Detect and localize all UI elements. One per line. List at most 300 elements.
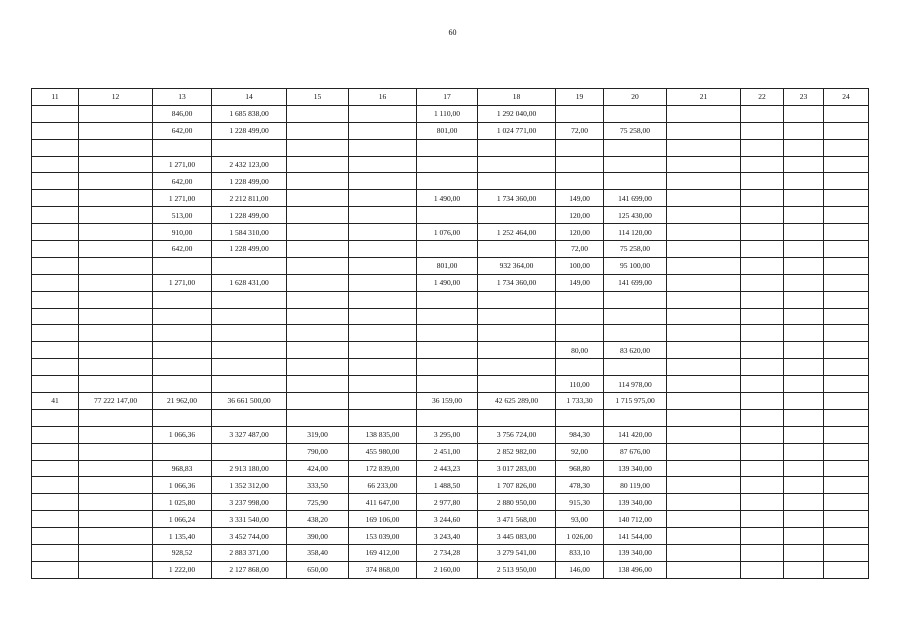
table-cell: 1 292 040,00 xyxy=(478,105,556,122)
table-cell: 21 962,00 xyxy=(153,393,212,410)
table-cell xyxy=(79,224,153,241)
table-cell xyxy=(784,528,824,545)
table-cell: 141 699,00 xyxy=(604,274,667,291)
table-cell xyxy=(824,393,869,410)
table-cell xyxy=(32,122,79,139)
table-cell: 846,00 xyxy=(153,105,212,122)
table-cell xyxy=(784,342,824,359)
table-cell xyxy=(667,393,741,410)
table-row xyxy=(32,139,869,156)
table-cell: 513,00 xyxy=(153,207,212,224)
table-cell xyxy=(212,376,287,393)
table-cell xyxy=(784,477,824,494)
table-cell: 642,00 xyxy=(153,173,212,190)
table-cell xyxy=(741,443,784,460)
table-cell xyxy=(824,156,869,173)
table-cell xyxy=(153,325,212,342)
table-cell xyxy=(287,325,349,342)
column-header: 14 xyxy=(212,89,287,106)
table-cell xyxy=(212,308,287,325)
table-cell xyxy=(741,460,784,477)
table-cell xyxy=(79,426,153,443)
table-cell: 1 490,00 xyxy=(417,274,478,291)
table-row xyxy=(32,393,869,410)
table-cell xyxy=(741,291,784,308)
table-cell: 1 025,80 xyxy=(153,494,212,511)
table-cell: 1 135,40 xyxy=(153,528,212,545)
table-row xyxy=(32,325,869,342)
column-header: 20 xyxy=(604,89,667,106)
table-cell xyxy=(287,409,349,426)
table-cell xyxy=(32,257,79,274)
table-cell xyxy=(667,274,741,291)
table-cell xyxy=(604,409,667,426)
table-cell xyxy=(667,545,741,562)
table-cell: 2 852 982,00 xyxy=(478,443,556,460)
column-header: 16 xyxy=(349,89,417,106)
table-cell xyxy=(741,511,784,528)
column-header: 22 xyxy=(741,89,784,106)
table-cell: 75 258,00 xyxy=(604,122,667,139)
table-cell xyxy=(824,359,869,376)
table-cell xyxy=(784,190,824,207)
table-cell xyxy=(824,308,869,325)
table-cell xyxy=(824,224,869,241)
table-cell xyxy=(741,207,784,224)
table-cell: 411 647,00 xyxy=(349,494,417,511)
table-cell: 3 244,60 xyxy=(417,511,478,528)
table-row xyxy=(32,460,869,477)
table-cell xyxy=(349,241,417,258)
table-cell: 424,00 xyxy=(287,460,349,477)
table-cell xyxy=(824,257,869,274)
table-cell: 2 212 811,00 xyxy=(212,190,287,207)
table-cell: 932 364,00 xyxy=(478,257,556,274)
table-cell xyxy=(478,173,556,190)
table-row xyxy=(32,477,869,494)
table-cell: 138 835,00 xyxy=(349,426,417,443)
table-cell: 910,00 xyxy=(153,224,212,241)
table-cell xyxy=(824,173,869,190)
table-cell xyxy=(824,342,869,359)
table-row xyxy=(32,426,869,443)
table-cell xyxy=(741,241,784,258)
table-cell: 1 228 499,00 xyxy=(212,173,287,190)
table-cell xyxy=(32,156,79,173)
header-row xyxy=(32,89,869,106)
table-cell: 92,00 xyxy=(556,443,604,460)
table-cell xyxy=(153,359,212,376)
table-cell xyxy=(824,460,869,477)
table-cell xyxy=(349,190,417,207)
table-cell xyxy=(287,342,349,359)
table-cell xyxy=(784,460,824,477)
table-cell xyxy=(604,156,667,173)
table-cell xyxy=(556,139,604,156)
table-cell xyxy=(824,105,869,122)
table-cell xyxy=(349,207,417,224)
table-cell: 968,83 xyxy=(153,460,212,477)
table-cell xyxy=(287,105,349,122)
table-cell xyxy=(667,460,741,477)
table-cell: 2 880 950,00 xyxy=(478,494,556,511)
table-cell: 1 271,00 xyxy=(153,156,212,173)
table-cell xyxy=(784,139,824,156)
table-cell: 36 159,00 xyxy=(417,393,478,410)
table-cell: 642,00 xyxy=(153,241,212,258)
table-cell xyxy=(79,342,153,359)
table-cell xyxy=(784,122,824,139)
table-cell: 1 110,00 xyxy=(417,105,478,122)
table-cell: 833,10 xyxy=(556,545,604,562)
table-cell xyxy=(556,325,604,342)
table-cell xyxy=(741,528,784,545)
table-cell xyxy=(417,342,478,359)
table-cell: 120,00 xyxy=(556,207,604,224)
table-cell xyxy=(287,139,349,156)
table-cell xyxy=(287,122,349,139)
table-cell xyxy=(667,105,741,122)
table-cell xyxy=(153,257,212,274)
table-cell: 1 584 310,00 xyxy=(212,224,287,241)
table-row xyxy=(32,528,869,545)
table-cell: 120,00 xyxy=(556,224,604,241)
table-cell: 80 119,00 xyxy=(604,477,667,494)
table-row xyxy=(32,308,869,325)
table-cell xyxy=(349,409,417,426)
table-cell xyxy=(478,376,556,393)
table-cell: 149,00 xyxy=(556,190,604,207)
table-cell xyxy=(741,156,784,173)
table-cell: 3 471 568,00 xyxy=(478,511,556,528)
table-cell xyxy=(784,105,824,122)
table-cell: 1 271,00 xyxy=(153,274,212,291)
data-table xyxy=(31,88,869,579)
table-cell xyxy=(287,274,349,291)
table-cell: 146,00 xyxy=(556,561,604,578)
table-row xyxy=(32,376,869,393)
table-cell: 725,90 xyxy=(287,494,349,511)
table-cell xyxy=(784,224,824,241)
table-cell xyxy=(667,477,741,494)
table-row xyxy=(32,342,869,359)
table-cell xyxy=(667,561,741,578)
table-cell: 1 228 499,00 xyxy=(212,241,287,258)
table-cell xyxy=(32,494,79,511)
table-cell xyxy=(667,224,741,241)
column-header: 17 xyxy=(417,89,478,106)
table-cell xyxy=(478,409,556,426)
table-cell xyxy=(556,156,604,173)
table-cell xyxy=(349,257,417,274)
table-cell: 75 258,00 xyxy=(604,241,667,258)
table-cell xyxy=(667,376,741,393)
table-cell: 3 445 083,00 xyxy=(478,528,556,545)
table-cell: 2 883 371,00 xyxy=(212,545,287,562)
table-cell xyxy=(824,528,869,545)
table-cell: 1 252 464,00 xyxy=(478,224,556,241)
table-cell xyxy=(153,376,212,393)
table-cell xyxy=(667,426,741,443)
table-cell: 3 017 283,00 xyxy=(478,460,556,477)
table-cell: 141 699,00 xyxy=(604,190,667,207)
table-cell: 83 620,00 xyxy=(604,342,667,359)
table-row xyxy=(32,156,869,173)
table-cell xyxy=(741,274,784,291)
table-cell xyxy=(287,190,349,207)
table-cell xyxy=(741,426,784,443)
table-cell: 3 243,40 xyxy=(417,528,478,545)
table-cell: 358,40 xyxy=(287,545,349,562)
table-cell xyxy=(79,122,153,139)
table-cell xyxy=(32,342,79,359)
table-cell xyxy=(32,274,79,291)
table-cell xyxy=(824,409,869,426)
table-cell xyxy=(287,241,349,258)
table-cell xyxy=(79,545,153,562)
table-cell: 36 661 500,00 xyxy=(212,393,287,410)
table-cell: 801,00 xyxy=(417,122,478,139)
table-cell xyxy=(79,460,153,477)
table-cell xyxy=(784,274,824,291)
table-cell: 1 352 312,00 xyxy=(212,477,287,494)
table-cell: 3 237 998,00 xyxy=(212,494,287,511)
table-cell xyxy=(741,545,784,562)
table-cell xyxy=(604,105,667,122)
table-cell: 790,00 xyxy=(287,443,349,460)
table-cell xyxy=(349,173,417,190)
table-cell xyxy=(784,241,824,258)
table-row xyxy=(32,257,869,274)
table-cell xyxy=(417,376,478,393)
table-cell xyxy=(32,511,79,528)
table-cell xyxy=(741,224,784,241)
table-cell: 319,00 xyxy=(287,426,349,443)
table-row xyxy=(32,359,869,376)
table-cell: 1 026,00 xyxy=(556,528,604,545)
table-cell xyxy=(556,291,604,308)
table-cell xyxy=(667,173,741,190)
table-cell: 3 295,00 xyxy=(417,426,478,443)
table-row xyxy=(32,291,869,308)
table-cell: 1 685 838,00 xyxy=(212,105,287,122)
table-cell xyxy=(79,291,153,308)
table-cell: 100,00 xyxy=(556,257,604,274)
table-cell xyxy=(349,393,417,410)
table-cell xyxy=(32,561,79,578)
table-cell xyxy=(79,257,153,274)
table-cell: 2 432 123,00 xyxy=(212,156,287,173)
table-cell xyxy=(212,409,287,426)
table-cell xyxy=(417,359,478,376)
table-cell xyxy=(667,342,741,359)
table-cell: 139 340,00 xyxy=(604,460,667,477)
table-cell xyxy=(79,190,153,207)
table-row xyxy=(32,173,869,190)
table-row xyxy=(32,561,869,578)
table-cell xyxy=(79,443,153,460)
table-cell xyxy=(667,190,741,207)
table-cell xyxy=(153,342,212,359)
column-header: 12 xyxy=(79,89,153,106)
table-cell: 1 228 499,00 xyxy=(212,122,287,139)
table-cell xyxy=(667,409,741,426)
table-cell: 139 340,00 xyxy=(604,494,667,511)
table-cell xyxy=(824,122,869,139)
table-cell xyxy=(667,528,741,545)
table-cell: 66 233,00 xyxy=(349,477,417,494)
table-cell xyxy=(417,291,478,308)
table-cell xyxy=(824,190,869,207)
table-cell: 3 327 487,00 xyxy=(212,426,287,443)
table-cell xyxy=(287,308,349,325)
table-cell: 1 733,30 xyxy=(556,393,604,410)
table-cell xyxy=(212,325,287,342)
table-cell xyxy=(784,325,824,342)
table-cell: 650,00 xyxy=(287,561,349,578)
table-cell: 801,00 xyxy=(417,257,478,274)
table-cell: 2 913 180,00 xyxy=(212,460,287,477)
page-number: 60 xyxy=(448,28,457,37)
table-cell xyxy=(478,325,556,342)
table-cell xyxy=(784,494,824,511)
table-row xyxy=(32,190,869,207)
table-cell xyxy=(667,122,741,139)
table-cell xyxy=(349,274,417,291)
table-cell: 2 443,23 xyxy=(417,460,478,477)
table-cell: 138 496,00 xyxy=(604,561,667,578)
table-cell xyxy=(604,291,667,308)
table-cell xyxy=(667,494,741,511)
table-cell xyxy=(478,241,556,258)
table-cell xyxy=(741,139,784,156)
column-header: 18 xyxy=(478,89,556,106)
table-cell: 1 490,00 xyxy=(417,190,478,207)
table-cell xyxy=(32,409,79,426)
table-cell xyxy=(32,207,79,224)
table-cell xyxy=(824,376,869,393)
table-cell xyxy=(32,105,79,122)
table-cell xyxy=(784,359,824,376)
table-cell xyxy=(79,207,153,224)
table-cell xyxy=(741,376,784,393)
table-cell: 1 488,50 xyxy=(417,477,478,494)
table-cell xyxy=(824,241,869,258)
table-cell xyxy=(79,156,153,173)
table-cell xyxy=(667,443,741,460)
table-cell xyxy=(32,359,79,376)
table-cell: 93,00 xyxy=(556,511,604,528)
table-cell xyxy=(79,359,153,376)
table-cell xyxy=(784,426,824,443)
table-cell xyxy=(79,241,153,258)
table-cell: 169 106,00 xyxy=(349,511,417,528)
table-cell xyxy=(32,139,79,156)
table-cell xyxy=(784,308,824,325)
table-cell xyxy=(784,376,824,393)
table-cell: 87 676,00 xyxy=(604,443,667,460)
column-header: 24 xyxy=(824,89,869,106)
table-cell xyxy=(741,105,784,122)
table-cell xyxy=(79,511,153,528)
table-cell xyxy=(79,376,153,393)
table-cell: 1 271,00 xyxy=(153,190,212,207)
table-cell xyxy=(32,545,79,562)
column-header: 21 xyxy=(667,89,741,106)
table-cell xyxy=(417,139,478,156)
table-cell xyxy=(287,173,349,190)
table-cell xyxy=(212,443,287,460)
table-cell xyxy=(784,545,824,562)
table-row xyxy=(32,274,869,291)
table-cell xyxy=(32,190,79,207)
table-cell xyxy=(417,173,478,190)
table-cell: 169 412,00 xyxy=(349,545,417,562)
table-cell xyxy=(824,511,869,528)
table-cell xyxy=(153,139,212,156)
table-cell xyxy=(212,139,287,156)
table-cell: 41 xyxy=(32,393,79,410)
table-cell xyxy=(478,156,556,173)
table-row xyxy=(32,494,869,511)
table-cell: 1 066,36 xyxy=(153,426,212,443)
table-cell xyxy=(79,528,153,545)
table-cell xyxy=(478,207,556,224)
table-cell: 80,00 xyxy=(556,342,604,359)
table-cell xyxy=(349,156,417,173)
table-cell xyxy=(556,359,604,376)
table-cell: 928,52 xyxy=(153,545,212,562)
table-row xyxy=(32,511,869,528)
table-row xyxy=(32,443,869,460)
table-cell: 455 980,00 xyxy=(349,443,417,460)
table-cell xyxy=(79,477,153,494)
table-cell xyxy=(604,173,667,190)
table-cell xyxy=(349,376,417,393)
table-cell: 1 076,00 xyxy=(417,224,478,241)
table-cell xyxy=(287,393,349,410)
table-cell xyxy=(556,409,604,426)
table-cell xyxy=(79,325,153,342)
table-cell: 3 331 540,00 xyxy=(212,511,287,528)
table-cell: 390,00 xyxy=(287,528,349,545)
table-cell xyxy=(32,443,79,460)
table-cell xyxy=(667,156,741,173)
table-cell xyxy=(741,561,784,578)
table-row xyxy=(32,105,869,122)
table-cell: 172 839,00 xyxy=(349,460,417,477)
table-cell: 125 430,00 xyxy=(604,207,667,224)
table-cell xyxy=(349,308,417,325)
table-cell xyxy=(784,561,824,578)
table-cell xyxy=(79,494,153,511)
table-cell xyxy=(667,291,741,308)
table-cell: 2 977,80 xyxy=(417,494,478,511)
table-cell: 3 452 744,00 xyxy=(212,528,287,545)
table-cell xyxy=(349,291,417,308)
table-cell xyxy=(784,511,824,528)
table-cell xyxy=(32,325,79,342)
table-cell: 153 039,00 xyxy=(349,528,417,545)
table-cell xyxy=(824,207,869,224)
table-cell xyxy=(667,257,741,274)
table-cell xyxy=(824,494,869,511)
table-cell: 1 024 771,00 xyxy=(478,122,556,139)
table-cell xyxy=(287,224,349,241)
table-cell: 72,00 xyxy=(556,122,604,139)
table-cell: 114 120,00 xyxy=(604,224,667,241)
table-cell: 1 734 360,00 xyxy=(478,274,556,291)
